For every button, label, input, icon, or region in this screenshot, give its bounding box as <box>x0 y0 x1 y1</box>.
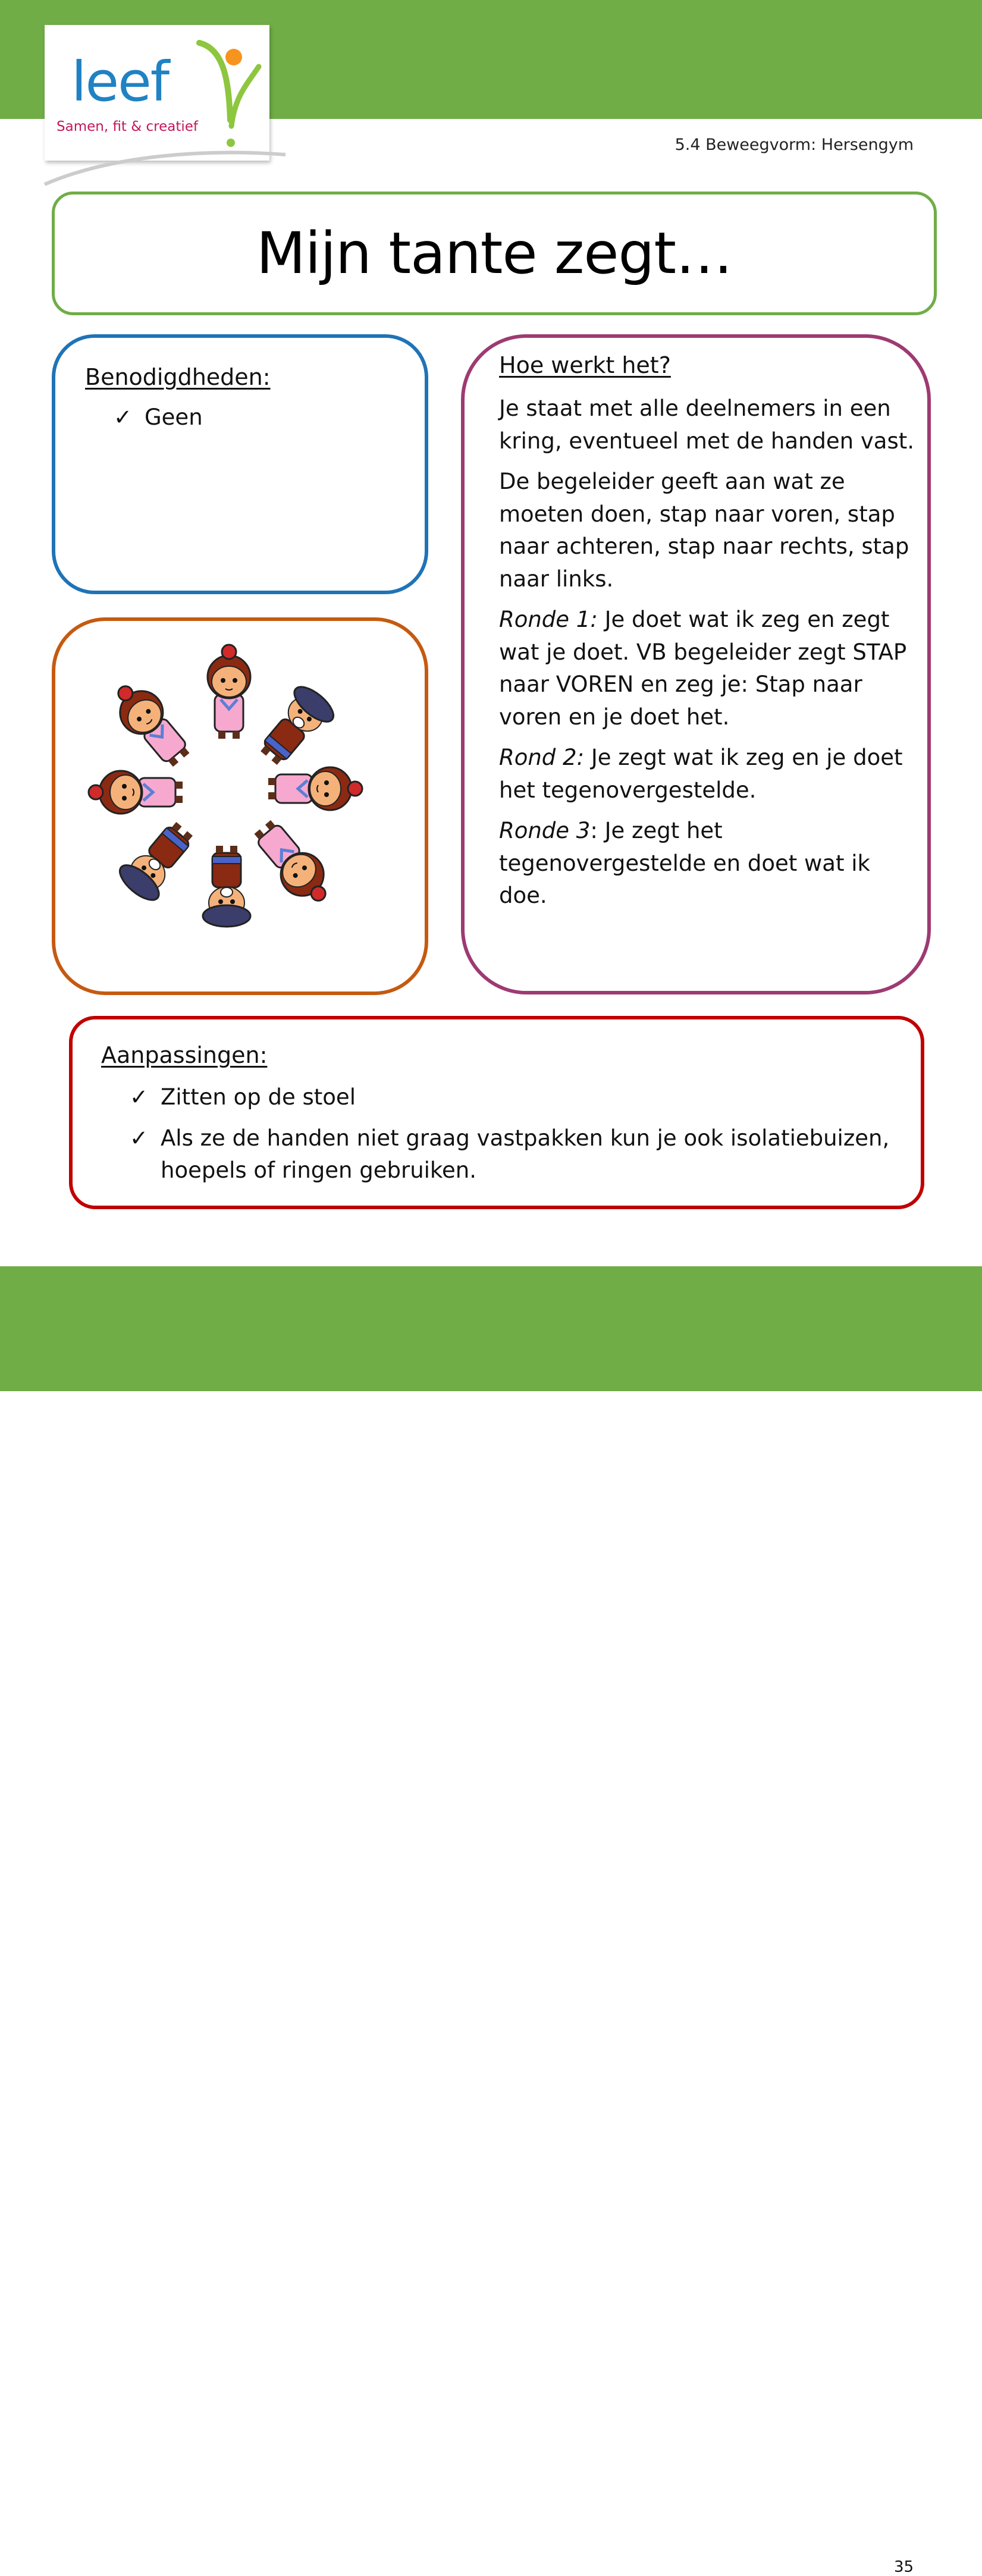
page-number: 35 <box>894 2558 914 2576</box>
children-circle-illustration <box>55 621 425 992</box>
adaptations-heading: Aanpassingen: <box>101 1042 268 1068</box>
instructions-heading: Hoe werkt het? <box>499 352 671 378</box>
logo-tagline: Samen, fit & creatief <box>57 119 199 134</box>
needs-panel <box>52 334 428 594</box>
round-2-text: Je zegt wat ik zeg en je doet het tegenovergestelde. <box>499 745 903 803</box>
section-label: 5.4 Beweegvorm: Hersengym <box>674 136 914 154</box>
adaptations-list <box>130 1081 903 1196</box>
round-1-text: Je doet wat ik zeg en zegt wat je doet. VB begeleider zegt STAP naar VOREN en zeg je: Stap naar voren en je doet het. <box>499 607 907 730</box>
title-box <box>52 192 937 315</box>
list-item-label: Als ze de handen niet graag vastpakken kun je ook isolatiebuizen, hoepels of ringen gebruiken. <box>161 1125 890 1183</box>
instructions-body <box>499 393 915 921</box>
round-1-label: Ronde 1: <box>499 607 598 632</box>
round-2-label: Rond 2: <box>499 745 585 770</box>
adaptations-panel <box>69 1016 924 1209</box>
illustration-panel <box>52 617 428 995</box>
round-2 <box>499 742 915 807</box>
round-3 <box>499 815 915 912</box>
list-item <box>130 1122 903 1187</box>
round-3-label: Ronde 3 <box>499 818 591 843</box>
needs-item <box>114 404 203 430</box>
list-item <box>130 1081 903 1114</box>
instructions-paragraph: Je staat met alle deelnemers in een kring, eventueel met de handen vast. <box>499 396 915 454</box>
logo <box>45 25 269 161</box>
needs-heading: Benodigdheden: <box>85 364 271 390</box>
check-icon: ✓ <box>130 1125 149 1151</box>
check-icon: ✓ <box>130 1084 149 1110</box>
instructions-panel <box>461 334 931 994</box>
page-title: Mijn tante zegt… <box>256 220 733 287</box>
logo-figure-icon <box>187 31 265 156</box>
check-icon: ✓ <box>114 404 133 430</box>
logo-wordmark: leef <box>71 50 169 114</box>
list-item-label: Zitten op de stoel <box>161 1084 356 1110</box>
instructions-paragraph: De begeleider geeft aan wat ze moeten doen, stap naar voren, stap naar achteren, stap naar rechts, stap naar links. <box>499 469 909 592</box>
logo-swoosh-icon <box>42 143 291 190</box>
round-3-text: : Je zegt het tegenovergestelde en doet wat ik doe. <box>499 818 870 908</box>
round-1 <box>499 604 915 733</box>
needs-item-label: Geen <box>145 404 203 430</box>
footer-band <box>0 1266 982 2576</box>
